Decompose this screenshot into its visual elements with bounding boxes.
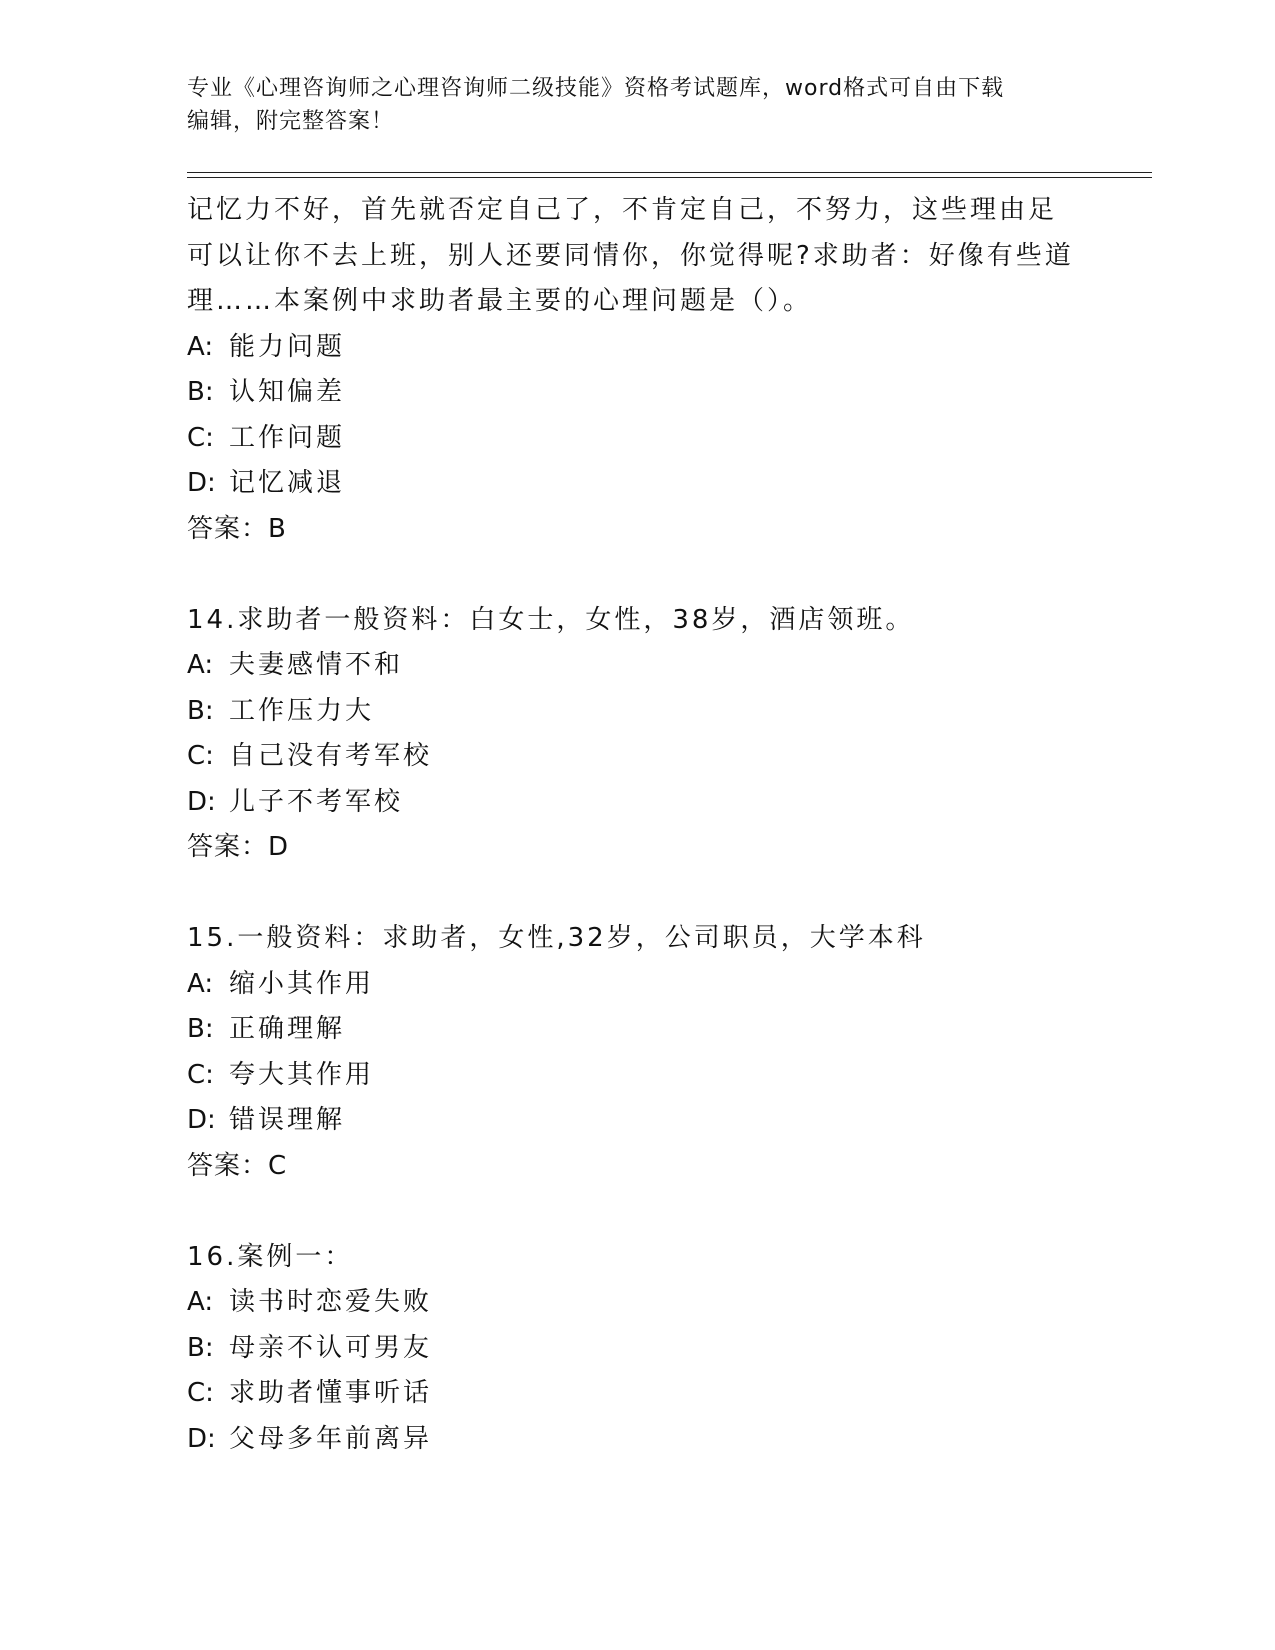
question-13-stem [187, 188, 1087, 325]
option-text: 母亲不认可男友 [229, 1332, 433, 1363]
option-b [187, 1007, 1087, 1053]
option-text: 记忆减退 [229, 468, 346, 498]
stem-line: 记忆力不好，首先就否定自己了，不肯定自己，不努力，这些理由足 [187, 195, 1058, 225]
option-c [187, 1053, 1087, 1099]
option-text: 正确理解 [229, 1014, 346, 1044]
option-d [187, 780, 1087, 826]
question-14-stem: 14.求助者一般资料：白女士，女性，38岁，酒店领班。 [187, 604, 915, 635]
option-text: 认知偏差 [229, 377, 346, 407]
option-text: 儿子不考军校 [229, 786, 404, 817]
option-text: 夫妻感情不和 [229, 650, 404, 680]
spacer [187, 871, 1087, 917]
header-rule-bottom [187, 177, 1152, 178]
option-a [187, 962, 1087, 1008]
stem-line: 理……本案例中求助者最主要的心理问题是（）。 [187, 286, 813, 316]
option-d [187, 461, 1087, 507]
option-text: 父母多年前离异 [229, 1423, 433, 1454]
option-label: C: [187, 741, 214, 771]
option-d [187, 1417, 1087, 1463]
option-d [187, 1098, 1087, 1144]
option-label: C: [187, 422, 214, 453]
header-line-1: 专业《心理咨询师之心理咨询师二级技能》资格考试题库，word格式可自由下载 [187, 76, 1005, 101]
option-text: 夸大其作用 [229, 1059, 375, 1090]
option-text: 求助者懂事听话 [229, 1378, 433, 1408]
option-text: 工作问题 [229, 422, 346, 453]
option-a [187, 325, 1087, 371]
option-b [187, 1326, 1087, 1372]
question-16-stem: 16.案例一： [187, 1241, 354, 1272]
option-a [187, 643, 1087, 689]
option-text: 能力问题 [229, 331, 346, 362]
question-content [187, 188, 1087, 1462]
header-line-2: 编辑，附完整答案！ [187, 109, 395, 134]
option-label: B: [187, 1014, 214, 1044]
option-text: 缩小其作用 [229, 968, 375, 999]
option-label: A: [187, 968, 214, 999]
option-label: B: [187, 695, 214, 726]
option-label: C: [187, 1059, 214, 1090]
option-text: 自己没有考军校 [229, 741, 433, 771]
option-text: 错误理解 [229, 1105, 346, 1135]
header-rule-top [187, 172, 1152, 173]
question-15-stem: 15.一般资料：求助者，女性,32岁，公司职员，大学本科 [187, 923, 926, 953]
option-c [187, 416, 1087, 462]
stem-line: 可以让你不去上班，别人还要同情你，你觉得呢?求助者：好像有些道 [187, 240, 1074, 271]
answer-line: 答案：D [187, 832, 290, 862]
option-label: D: [187, 1105, 216, 1135]
document-header [187, 72, 1087, 138]
option-c [187, 734, 1087, 780]
option-text: 工作压力大 [229, 695, 375, 726]
spacer [187, 1189, 1087, 1235]
option-label: C: [187, 1378, 214, 1408]
option-text: 读书时恋爱失败 [229, 1287, 433, 1317]
answer-line: 答案：C [187, 1150, 288, 1181]
option-b [187, 689, 1087, 735]
spacer [187, 552, 1087, 598]
option-label: A: [187, 650, 214, 680]
option-label: B: [187, 1332, 214, 1363]
option-label: B: [187, 377, 214, 407]
option-c [187, 1371, 1087, 1417]
option-label: D: [187, 786, 216, 817]
option-a [187, 1280, 1087, 1326]
option-label: A: [187, 1287, 214, 1317]
option-label: A: [187, 331, 214, 362]
option-label: D: [187, 468, 216, 498]
option-b [187, 370, 1087, 416]
answer-line: 答案：B [187, 513, 287, 544]
option-label: D: [187, 1423, 216, 1454]
